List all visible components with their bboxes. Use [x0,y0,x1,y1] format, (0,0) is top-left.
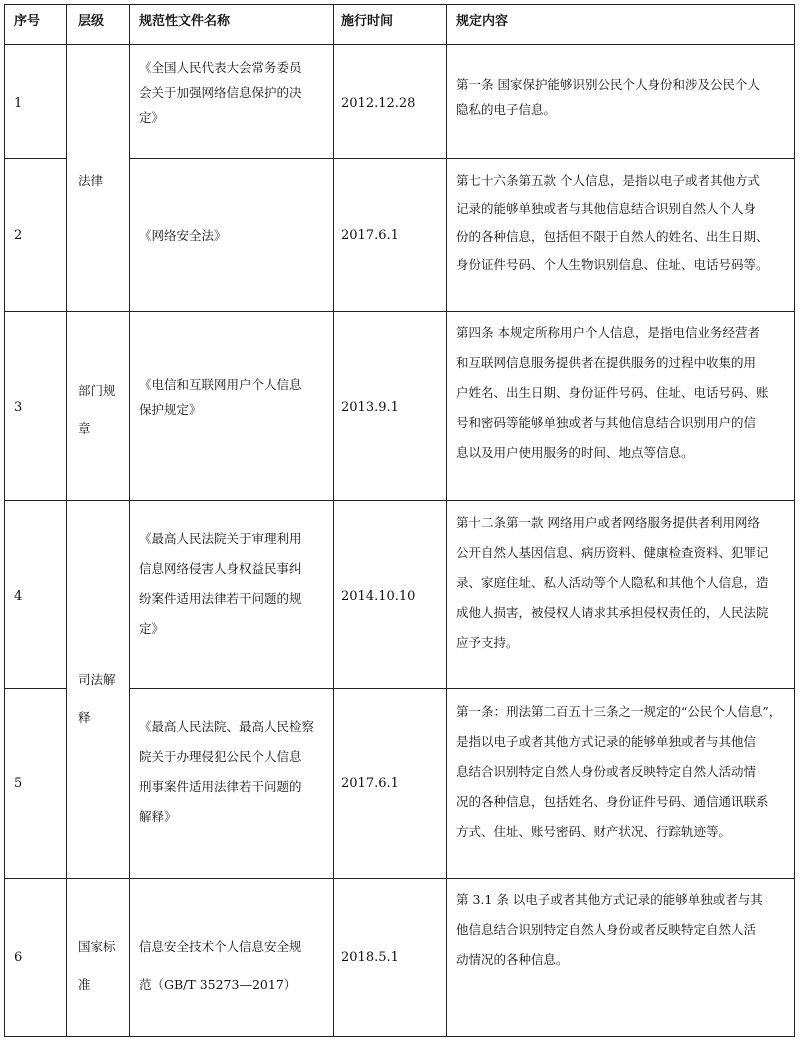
grid-line [4,1036,795,1037]
content-line: 应予支持。 [456,635,519,650]
content-line: 第一条：刑法第二百五十三条之一规定的“公民个人信息”， [456,704,782,719]
document-name [139,55,302,130]
effective-date: 2018.5.1 [341,950,399,965]
name-line: 刑事案件适用法律若干问题的 [139,779,302,794]
content-line: 况的各种信息，包括姓名、身份证件号码、通信通讯联系 [456,794,769,809]
grid-line [4,688,66,689]
name-line: 《全国人民代表大会常务委员 [139,60,302,75]
grid-line [4,44,795,45]
row-index: 1 [14,96,23,111]
header-effective-date: 施行时间 [341,14,394,29]
document-name [139,372,302,422]
effective-date: 2017.6.1 [341,228,399,243]
grid-line [66,4,67,1037]
header-document-name: 规范性文件名称 [139,14,231,29]
content-line: 记录的能够单独或者与其他信息结合识别自然人个人身 [456,201,757,216]
name-line: 院关于办理侵犯公民个人信息 [139,749,302,764]
grid-line [794,4,795,1037]
provision-content [456,72,760,122]
grid-line [4,878,795,879]
level-line: 国家标 [78,939,116,954]
grid-line [4,158,66,159]
content-line: 成他人损害，被侵权人请求其承担侵权责任的，人民法院 [456,605,769,620]
header-provision-content: 规定内容 [456,14,509,29]
grid-line [333,4,334,1037]
name-line: 《最高人民法院、最高人民检察 [139,719,315,734]
content-line: 第四条 本规定所称用户个人信息，是指电信业务经营者 [456,325,760,340]
name-line: 信息网络侵害人身权益民事纠 [139,561,302,576]
content-line: 身份证件号码、个人生物识别信息、住址、电话号码等。 [456,257,769,272]
name-line: 定》 [139,110,165,125]
document-name [139,928,302,1004]
row-index: 2 [14,228,23,243]
provision-content [456,318,769,468]
content-line: 他信息结合识别特定自然人身份或者反映特定自然人活 [456,922,757,937]
content-line: 户姓名、出生日期、身份证件号码、住址、电话号码、账 [456,385,769,400]
row-index: 3 [14,400,23,415]
effective-date: 2013.9.1 [341,400,399,415]
grid-line [4,4,795,5]
row-index: 6 [14,950,23,965]
content-line: 息以及用户使用服务的时间、地点等信息。 [456,445,694,460]
document-name [139,524,302,644]
content-line: 是指以电子或者其他方式记录的能够单独或者与其他信 [456,734,757,749]
content-line: 份的各种信息，包括但不限于自然人的姓名、出生日期、 [456,229,769,244]
grid-line [446,4,447,1037]
grid-line [4,311,795,312]
content-line: 方式、住址、账号密码、财产状况、行踪轨迹等。 [456,824,732,839]
content-line: 公开自然人基因信息、病历资料、健康检查资料、犯罪记 [456,545,769,560]
effective-date: 2012.12.28 [341,96,416,111]
document-name [139,712,314,832]
level-line: 法律 [78,173,104,188]
name-line: 会关于加强网络信息保护的决 [139,85,302,100]
name-line: 定》 [139,621,165,636]
name-line: 《电信和互联网用户个人信息 [139,377,302,392]
grid-line [4,500,795,501]
name-line: 信息安全技术个人信息安全规 [139,939,302,954]
name-line: 《最高人民法院关于审理利用 [139,531,302,546]
level-cell [78,372,116,448]
name-line: 纷案件适用法律若干问题的规 [139,591,302,606]
level-cell [78,928,116,1004]
content-line: 息结合识别特定自然人身份或者反映特定自然人活动情 [456,764,757,779]
name-line: 保护规定》 [139,402,202,417]
provision-content [456,885,763,975]
content-line: 录、家庭住址、私人活动等个人隐私和其他个人信息，造 [456,575,769,590]
row-index: 4 [14,589,23,604]
grid-line [129,4,130,1037]
content-line: 第一条 国家保护能够识别公民个人身份和涉及公民个人 [456,77,760,92]
provision-content [456,508,769,658]
level-line: 部门规 [78,383,116,398]
level-line: 释 [78,710,91,725]
content-line: 第十二条第一款 网络用户或者网络服务提供者利用网络 [456,515,760,530]
header-index: 序号 [14,14,41,29]
content-line: 动情况的各种信息。 [456,952,569,967]
level-cell [78,661,116,737]
content-line: 隐私的电子信息。 [456,102,557,117]
row-index: 5 [14,776,23,791]
provision-content [456,697,781,847]
content-line: 第 3.1 条 以电子或者其他方式记录的能够单独或者与其 [456,892,763,907]
level-line: 准 [78,977,91,992]
name-line: 《网络安全法》 [139,228,227,243]
name-line: 范（GB/T 35273—2017） [139,977,297,992]
content-line: 号和密码等能够单独或者与其他信息结合识别用户的信 [456,415,757,430]
name-line: 解释》 [139,809,177,824]
header-level: 层级 [78,14,105,29]
level-cell [78,168,103,193]
provision-content [456,167,769,279]
grid-line [129,158,795,159]
grid-line [129,688,795,689]
level-line: 章 [78,421,91,436]
content-line: 第七十六条第五款 个人信息，是指以电子或者其他方式 [456,173,760,188]
content-line: 和互联网信息服务提供者在提供服务的过程中收集的用 [456,355,757,370]
document-name [139,223,227,248]
grid-line [4,4,5,1037]
effective-date: 2014.10.10 [341,589,416,604]
effective-date: 2017.6.1 [341,776,399,791]
level-line: 司法解 [78,672,116,687]
